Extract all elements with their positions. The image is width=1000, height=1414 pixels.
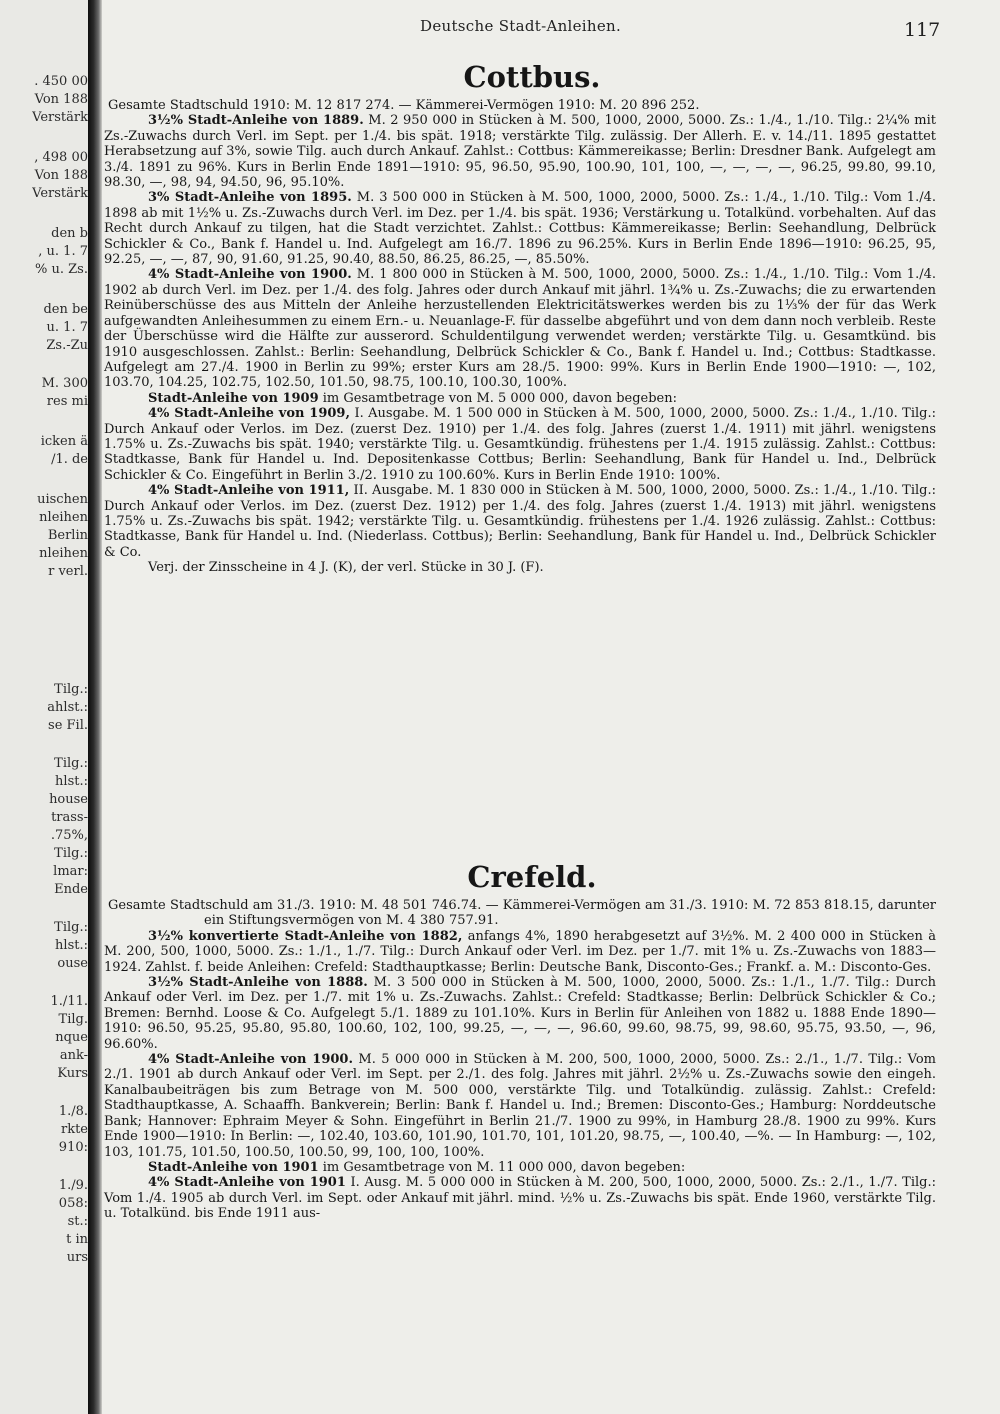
facing-page-fragment: . 450 00 bbox=[34, 74, 88, 89]
facing-page-fragment: u. 1. 7 bbox=[46, 320, 88, 335]
facing-page-fragment: Tilg.: bbox=[54, 846, 88, 861]
facing-page-fragment: hlst.: bbox=[55, 938, 88, 953]
crefeld-loan-1901-total bbox=[104, 1160, 936, 1175]
cottbus-summary: Gesamte Stadtschuld 1910: M. 12 817 274. — Kämmerei-Vermögen 1910: M. 20 896 252. bbox=[108, 98, 700, 113]
facing-page-fragment: Verstärk bbox=[32, 186, 88, 201]
facing-page-fragment: st.: bbox=[67, 1214, 88, 1229]
facing-page-fragment: icken ä bbox=[40, 434, 88, 449]
section-heading-cottbus: Cottbus. bbox=[463, 60, 601, 94]
loan-details: M. 3 500 000 in Stücken à M. 500, 1000, 2000, 5000. Zs.: 1./1., 1./7. Tilg.: Durch Ankauf oder Verl. im Dez. per 1./7. mit 1% u. Zs.-Zuwachs. Zahlst.: Crefeld: Stadtkasse; Berlin: Delbrück Schickler & Co.; Bremen: Bernhd. Loose & Co. Aufgelegt 5./1. 1889 zu 101.10%. Kurs in Berlin für Anleihen von 1882 u. 1888 Ende 1890—1910: 96.50, 95.25, 95.80, 95.80, 100.60, 102, 100, 99.25, —, —, —, 96.60, 99.60, 98.75, 99, 98.60, 95.75, 93.50, —, 96, 96.60%. bbox=[104, 975, 936, 1052]
loan-title: Stadt-Anleihe von 1909 bbox=[148, 390, 319, 406]
loan-details: im Gesamtbetrage von M. 11 000 000, davon begeben: bbox=[318, 1159, 686, 1175]
facing-page-fragment: Von 188 bbox=[34, 168, 88, 183]
loan-title: 3½% Stadt-Anleihe von 1888. bbox=[148, 975, 368, 991]
loan-title: 4% Stadt-Anleihe von 1901 bbox=[148, 1175, 346, 1191]
loan-title: 3% Stadt-Anleihe von 1895. bbox=[148, 190, 352, 206]
crefeld-loan-1882 bbox=[104, 929, 936, 975]
facing-page-fragment: , 498 00 bbox=[34, 150, 88, 165]
facing-page-fragment: Berlin bbox=[47, 528, 88, 543]
loan-details: M. 3 500 000 in Stücken à M. 500, 1000, 2000, 5000. Zs.: 1./4., 1./10. Tilg.: Vom 1./4. 1898 ab mit 1½% u. Zs.-Zuwachs durch Verl. im Dez. per 1./4. bis spät. 1936; Verstärkung u. Totalkünd. vorbehalten. Auf das Recht durch Ankauf zu tilgen, hat die Stadt verzichtet. Zahlst.: Cottbus: Kämmereikasse; Berlin: Seehandlung, Delbrück Schickler & Co., Bank f. Handel u. Ind. Aufgelegt am 16./7. 1896 zu 96.25%. Kurs in Berlin Ende 1896—1910: 96.25, 95, 92.25, —, —, 87, 90, 91.60, 91.25, 90.40, 88.50, 86.25, 86.25, —, 85.50%. bbox=[104, 190, 936, 268]
facing-page-fragment: urs bbox=[66, 1250, 88, 1265]
loan-details: II. Ausgabe. M. 1 830 000 in Stücken à M. 500, 1000, 2000, 5000. Zs.: 1./4., 1./10. Tilg.: Durch Ankauf oder Verlos. im Dez. (zuerst Dez. 1912) per 1./4. des folg. Jahres (zuerst 1./4. 1913) mit jährl. wenigstens 1.75% u. Zs.-Zuwachs bis spät. 1942; verstärkte Tilg. u. Gesamtkündig. frühestens per 1./4. 1926 zulässig. Zahlst.: Cottbus: Stadtkasse, Bank für Handel u. Ind. (Niederlass. Cottbus); Berlin: Seehandlung, Bank für Handel u. Ind., Delbrück Schickler & Co. bbox=[104, 483, 936, 560]
cottbus-loan-1909-total bbox=[104, 391, 936, 406]
cottbus-loan-1889 bbox=[104, 113, 936, 190]
facing-page-fragment: uischen bbox=[37, 492, 88, 507]
facing-page-fragment: Tilg.: bbox=[54, 682, 88, 697]
document-page bbox=[104, 0, 1000, 1414]
cottbus-loan-1911 bbox=[104, 483, 936, 560]
facing-page-fragment: .75%, bbox=[50, 828, 88, 843]
facing-page-fragment: Ende bbox=[54, 882, 88, 897]
facing-page-fragment: Tilg.: bbox=[54, 920, 88, 935]
facing-page-fragment: ank- bbox=[59, 1048, 88, 1063]
facing-page-fragment: , u. 1. 7 bbox=[38, 244, 88, 259]
crefeld-loan-1888 bbox=[104, 975, 936, 1052]
facing-page-fragment: M. 300 bbox=[41, 376, 88, 391]
facing-page-fragment: Zs.-Zu bbox=[46, 338, 88, 353]
section-heading-crefeld: Crefeld. bbox=[467, 860, 597, 894]
loan-title: Stadt-Anleihe von 1901 bbox=[148, 1159, 319, 1175]
facing-page-fragment: trass- bbox=[51, 810, 88, 825]
facing-page-fragment: 1./8. bbox=[58, 1104, 88, 1119]
facing-page-fragment: lmar: bbox=[53, 864, 88, 879]
facing-page-fragment: rkte bbox=[60, 1122, 88, 1137]
facing-page-fragment: Von 188 bbox=[34, 92, 88, 107]
loan-details: I. Ausg. M. 5 000 000 in Stücken à M. 200, 500, 1000, 2000, 5000. Zs.: 2./1., 1./7. Tilg.: Vom 1./4. 1905 ab durch Verl. im Sept. oder Ankauf mit jährl. mind. ½% u. Zs.-Zuwachs bis spät. Ende 1960, verstärkte Tilg. u. Totalkünd. bis Ende 1911 aus- bbox=[104, 1175, 936, 1222]
facing-page-fragment: /1. de bbox=[51, 452, 88, 467]
facing-page-fragment: se Fil. bbox=[48, 718, 88, 733]
facing-page-fragment: r verl. bbox=[48, 564, 88, 579]
cottbus-loan-1909-issue bbox=[104, 406, 936, 483]
facing-page-fragment: 910: bbox=[58, 1140, 88, 1155]
facing-page-fragment: den be bbox=[43, 302, 88, 317]
cottbus-loan-1895 bbox=[104, 190, 936, 267]
facing-page-fragment: 1./9. bbox=[58, 1178, 88, 1193]
section-crefeld bbox=[104, 860, 936, 1222]
loan-details: I. Ausgabe. M. 1 500 000 in Stücken à M. 500, 1000, 2000, 5000. Zs.: 1./4., 1./10. Tilg.: Durch Ankauf oder Verlos. im Dez. (zuerst Dez. 1910) per 1./4. des folg. Jahres (zuerst 1./4. 1911) mit jährl. wenigstens 1.75% u. Zs.-Zuwachs bis spät. 1940; verstärkte Tilg. u. Gesamtkündig. frühestens per 1./4. 1915 zulässig. Zahlst.: Cottbus: Stadtkasse, Bank für Handel u. Ind. Depositenkasse Cottbus; Berlin: Seehandlung, Bank für Handel u. Ind., Delbrück Schickler & Co. Eingeführt in Berlin 3./2. 1910 zu 100.60%. Kurs in Berlin Ende 1910: 100%. bbox=[104, 406, 937, 483]
crefeld-summary: Gesamte Stadtschuld am 31./3. 1910: M. 48 501 746.74. — Kämmerei-Vermögen am 31./3. 1910: M. 72 853 818.15, darunter ein Stiftungsvermögen von M. 4 380 757.91. bbox=[108, 898, 936, 929]
facing-page-margin bbox=[0, 0, 88, 1414]
facing-page-fragment: nleihen bbox=[39, 510, 88, 525]
book-binding-shadow bbox=[88, 0, 102, 1414]
section-cottbus bbox=[104, 60, 936, 576]
facing-page-fragment: 058: bbox=[58, 1196, 88, 1211]
facing-page-fragment: house bbox=[49, 792, 88, 807]
facing-page-fragment: ouse bbox=[57, 956, 88, 971]
page-number: 117 bbox=[904, 19, 941, 41]
loan-title: 3½% konvertierte Stadt-Anleihe von 1882, bbox=[148, 928, 463, 944]
running-head: Deutsche Stadt-Anleihen. bbox=[420, 17, 622, 35]
loan-title: 4% Stadt-Anleihe von 1900. bbox=[148, 267, 352, 283]
loan-details: anfangs 4%, 1890 herabgesetzt auf 3½%. M. 2 400 000 in Stücken à M. 200, 500, 1000, 5000. Zs.: 1./1., 1./7. Tilg.: Durch Ankauf oder Verl. im Dez. per 1./7. mit 1% u. Zs.-Zuwachs von 1883—1924. Zahlst. f. beide Anleihen: Crefeld: Stadthauptkasse; Berlin: Deutsche Bank, Disconto-Ges.; Frankf. a. M.: Disconto-Ges. bbox=[104, 928, 936, 975]
facing-page-fragment: Tilg.: bbox=[54, 756, 88, 771]
crefeld-loan-1901-issue bbox=[104, 1175, 936, 1221]
loan-details: M. 2 950 000 in Stücken à M. 500, 1000, 2000, 5000. Zs.: 1./4., 1./10. Tilg.: 2¼% mit Zs.-Zuwachs durch Verl. im Sept. per 1./4. bis spät. 1918; verstärkte Tilg. zulässig. Der Allerh. E. v. 14./11. 1895 gestattet Herabsetzung auf 3%, sowie Tilg. auch durch Ankauf. Zahlst.: Cottbus: Kämmereikasse; Berlin: Dresdner Bank. Aufgelegt am 3./4. 1891 zu 96%. Kurs in Berlin Ende 1891—1910: 95, 96.50, 95.90, 100.90, 101, 100, —, —, —, —, 96.25, 99.80, 99.10, 98.30, —, 98, 94, 94.50, 96, 95.10%. bbox=[104, 113, 937, 191]
facing-page-fragment: nleihen bbox=[39, 546, 88, 561]
cottbus-limitation-note: Verj. der Zinsscheine in 4 J. (K), der verl. Stücke in 30 J. (F). bbox=[148, 560, 544, 576]
facing-page-fragment: % u. Zs. bbox=[35, 262, 88, 277]
loan-details: im Gesamtbetrage von M. 5 000 000, davon begeben: bbox=[318, 390, 678, 406]
crefeld-loan-1900 bbox=[104, 1052, 936, 1160]
loan-title: 4% Stadt-Anleihe von 1911, bbox=[148, 483, 350, 499]
facing-page-fragment: ahlst.: bbox=[47, 700, 88, 715]
facing-page-fragment: 1./11. bbox=[50, 994, 88, 1009]
loan-title: 4% Stadt-Anleihe von 1909, bbox=[148, 406, 350, 422]
facing-page-fragment: res mi bbox=[46, 394, 88, 409]
facing-page-fragment: hlst.: bbox=[55, 774, 88, 789]
facing-page-fragment: Tilg. bbox=[58, 1012, 88, 1027]
facing-page-fragment: den b bbox=[51, 226, 88, 241]
loan-title: 3½% Stadt-Anleihe von 1889. bbox=[148, 113, 364, 129]
loan-details: M. 5 000 000 in Stücken à M. 200, 500, 1000, 2000, 5000. Zs.: 2./1., 1./7. Tilg.: Vom 2./1. 1901 ab durch Ankauf oder Verl. im Sept. per 2./1. des folg. Jahres mit jährl. 2½% u. Zs.-Zuwachs sowie den eingeh. Kanalbaubeiträgen bis zum Betrage von M. 500 000, verstärkte Tilg. und Totalkündig. zulässig. Zahlst.: Crefeld: Stadthauptkasse, A. Schaaffh. Bankverein; Berlin: Bank f. Handel u. Ind.; Bremen: Disconto-Ges.; Hamburg: Norddeutsche Bank; Hannover: Ephraim Meyer & Sohn. Eingeführt in Berlin 21./7. 1900 zu 99%, in Hamburg 28./8. 1900 zu 99%. Kurs Ende 1900—1910: In Berlin: —, 102.40, 103.60, 101.90, 101.70, 101, 101.20, 98.75, —, 100.40, —%. — In Hamburg: —, 102, 103, 101.75, 101.50, 100.50, 100.50, 99, 100, 100, 100%. bbox=[104, 1052, 936, 1160]
loan-details: M. 1 800 000 in Stücken à M. 500, 1000, 2000, 5000. Zs.: 1./4., 1./10. Tilg.: Vom 1./4. 1902 ab durch Verl. im Dez. per 1./4. des folg. Jahres oder durch Ankauf mit jährl. 1¾% u. Zs.-Zuwachs; die zu erwartenden Reinüberschüsse des aus Mitteln der Anleihe herzustellenden Elektricitätswerkes werden bis zu 1⅓% der für das Werk aufgewandten Anleihesummen zu einem Ern.- u. Neuanlage-F. für dasselbe abgeführt und von dem dann noch verbleib. Reste der Überschüsse wird die Hälfte zur ausserord. Schuldentilgung verwendet werden; verstärkte Tilg. u. Gesamtkünd. bis 1910 ausgeschlossen. Zahlst.: Berlin: Seehandlung, Delbrück Schickler & Co., Bank f. Handel u. Ind.; Cottbus: Stadtkasse. Aufgelegt am 27./4. 1900 in Berlin zu 99%; erster Kurs am 28./5. 1900: 99%. Kurs in Berlin Ende 1900—1910: —, 102, 103.70, 104.25, 102.75, 102.50, 101.50, 98.75, 100.10, 100.30, 100%. bbox=[104, 267, 936, 391]
loan-title: 4% Stadt-Anleihe von 1900. bbox=[148, 1052, 353, 1068]
facing-page-fragment: t in bbox=[66, 1232, 88, 1247]
cottbus-loan-1900 bbox=[104, 267, 936, 390]
facing-page-fragment: nque bbox=[55, 1030, 88, 1045]
facing-page-fragment: Kurs bbox=[57, 1066, 88, 1081]
facing-page-fragment: Verstärk bbox=[32, 110, 88, 125]
